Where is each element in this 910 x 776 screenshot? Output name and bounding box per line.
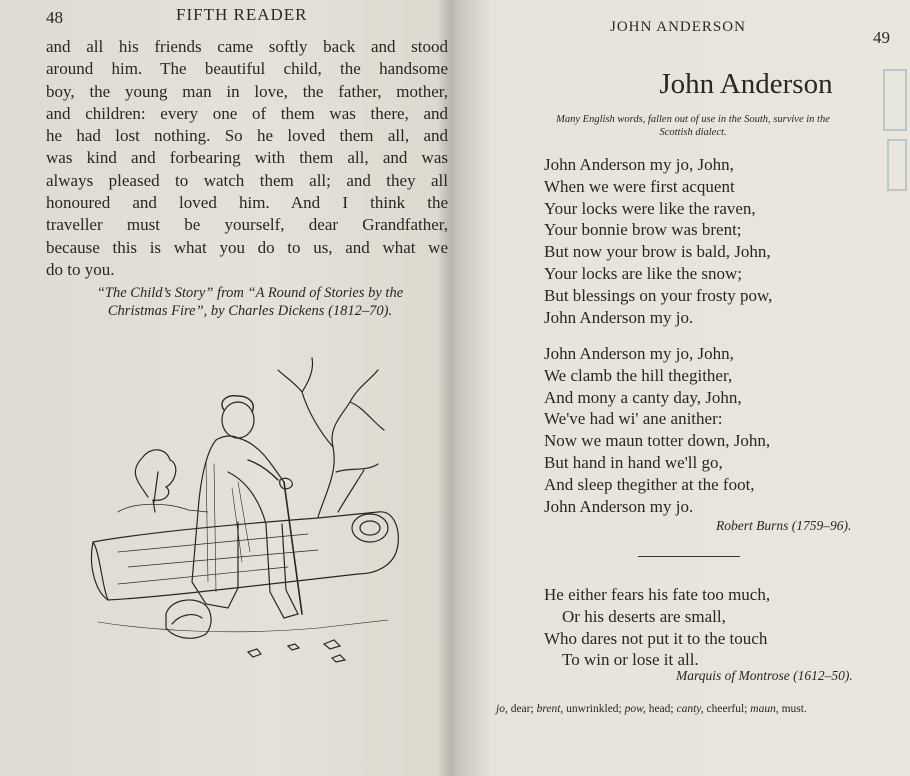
page-number-left: 48 [46,8,63,27]
verse-line: Who dares not put it to the touch [544,628,768,648]
gloss-def: head; [645,703,674,715]
verse-line: Your locks are like the snow; [544,263,742,283]
prose-line: and children: every one of them was there, and [46,103,448,123]
note-line: Many English words, fallen out of use in the South, survive in the [556,114,830,125]
verse-line: John Anderson my jo. [544,307,694,327]
burns-attribution: Robert Burns (1759–96). [716,518,852,533]
stanza-one [544,154,772,328]
section-divider [638,556,740,557]
show-through-texture [880,60,910,260]
note-line: Scottish dialect. [659,127,727,138]
right-page [456,0,910,776]
prose-line: he had lost nothing. So he loved them all, and [46,126,448,146]
prose-line: traveller must be yourself, dear Grandfather, [46,215,448,235]
verse-line: And mony a canty day, John, [544,387,742,407]
prose-line: do to you. [46,259,115,279]
gloss-term: pow, [624,703,646,715]
verse-line: John Anderson my jo, John, [544,344,734,363]
gloss-term: canty, [676,703,704,715]
old-man-illustration [88,352,418,672]
verse-line: But hand in hand we'll go, [544,452,723,472]
running-head-left: FIFTH READER [176,5,308,24]
verse-line: Your bonnie brow was brent; [544,220,742,240]
verse-line: Or his deserts are small, [562,606,726,626]
poem-title: John Anderson [659,68,833,100]
dialect-note [504,113,882,139]
verse-line: But now your brow is bald, John, [544,242,771,262]
dickens-citation [60,284,440,320]
verse-line: When we were first acquent [544,176,735,196]
glossary-footnote [496,703,900,715]
montrose-quote [544,584,770,671]
verse-line: We've had wi' ane anither: [544,409,723,429]
verse-line: Your locks were like the raven, [544,198,756,218]
verse-line: We clamb the hill thegither, [544,365,733,385]
montrose-attribution: Marquis of Montrose (1612–50). [676,668,853,683]
stanza-two [544,343,770,517]
citation-line: “The Child’s Story” from “A Round of Stories by the [96,285,404,301]
verse-line: John Anderson my jo, John, [544,155,734,174]
verse-line: Now we maun totter down, John, [544,431,771,451]
prose-line: honoured and loved him. And I think the [46,193,448,213]
prose-line: because this is what you do to us, and what we [46,237,448,257]
gloss-term: brent, [536,703,564,715]
verse-line: John Anderson my jo. [544,496,694,516]
prose-line: boy, the young man in love, the father, mother, [46,81,448,101]
left-page [0,0,452,776]
citation-line: Christmas Fire”, by Charles Dickens (1812–70). [107,303,393,319]
verse-line: To win or lose it all. [562,650,699,670]
verse-line: But blessings on your frosty pow, [544,285,773,305]
verse-line: And sleep thegither at the foot, [544,474,755,494]
page-number-right: 49 [873,28,890,47]
prose-line: was kind and forbearing with them all, and was [46,148,448,168]
prose-line: around him. The beautiful child, the handsome [46,59,448,79]
running-head-right: JOHN ANDERSON [610,19,746,35]
prose-passage [46,36,448,281]
gloss-def: unwrinkled; [563,703,622,715]
gloss-def: cheerful; [703,703,748,715]
gloss-def: dear; [507,703,534,715]
prose-line: and all his friends came softly back and stood [46,37,448,56]
gloss-def: must. [778,703,807,715]
gloss-term: maun, [750,703,779,715]
verse-line: He either fears his fate too much, [544,585,771,604]
prose-line: always pleased to watch them all; and they all [46,170,448,190]
gloss-term: jo, [496,703,508,715]
